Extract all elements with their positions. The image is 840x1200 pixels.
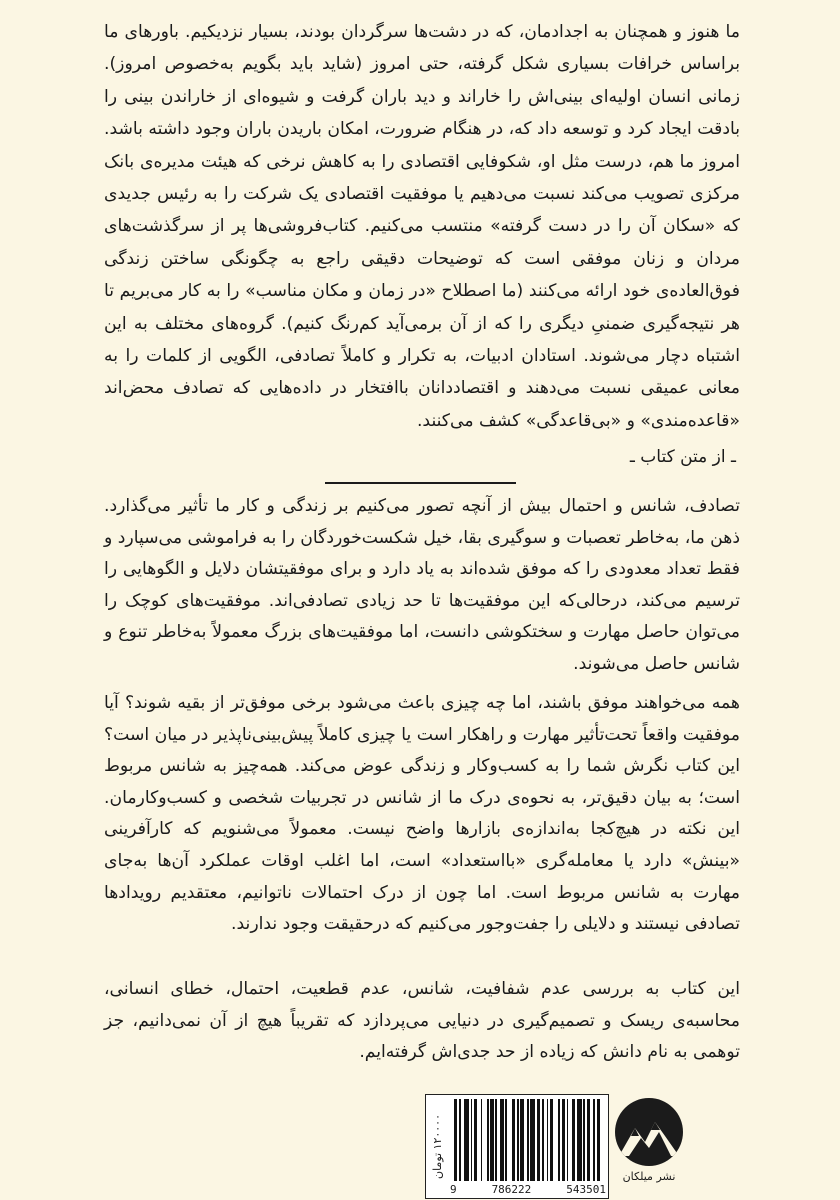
mountain-logo-icon — [615, 1098, 683, 1166]
divider-line — [325, 482, 516, 484]
isbn-digit-group: 786222 — [491, 1182, 532, 1196]
blurb-paragraph-3: این کتاب به بررسی عدم شفافیت، شانس، عدم قطعیت، احتمال، خطای انسانی، محاسبه‌ی ریسک و تصمیم‌گیری در دنیایی می‌پردازد که تقریباً هیچ از آن نمی‌دانیم، جز توهمی به نام دانش که زیاده از حد جدی‌اش گرفته‌ایم. — [104, 979, 740, 1063]
barcode-bar — [600, 1099, 602, 1181]
blurb-paragraph-1: تصادف، شانس و احتمال بیش از آنچه تصور می‌کنیم بر زندگی و کار ما تأثیر می‌گذارد. ذهن ما، به‌خاطر تعصبات و سوگیری بقا، خیل شکست‌خوردگان را به فراموشی می‌سپارد و فقط تعداد معدودی را که موفق شده‌اند به یاد دارد و برای موفقیتشان دلایل و الگوهایی را ترسیم می‌کند، درحالی‌که این موفقیت‌ها تا حد زیادی تصادفی‌اند. موفقیت‌های کوچک را می‌توان حاصل مهارت و سختکوشی دانست، اما موفقیت‌های بزرگ معمولاً به‌خاطر تنوع و شانس حاصل می‌شوند. — [104, 496, 740, 674]
publisher-logo — [613, 1098, 685, 1196]
barcode-box — [425, 1094, 609, 1199]
isbn-digit-group: 9 — [450, 1182, 457, 1196]
excerpt-source: ـ از متن کتاب ـ — [629, 447, 736, 467]
isbn-digit-group: 543501 — [566, 1182, 606, 1196]
publisher-name: نشر میلکان — [622, 1170, 676, 1183]
isbn-number — [450, 1181, 606, 1197]
price-label — [426, 1095, 448, 1198]
barcode-panel — [425, 1094, 607, 1197]
book-excerpt: ما هنوز و همچنان به اجدادمان، که در دشت‌ها سرگردان بودند، بسیار نزدیکیم. باورهای ما براساس خرافات بسیاری شکل گرفته، حتی امروز (شاید باید بگویم به‌خصوص امروز). زمانی انسان اولیه‌ای بینی‌اش را خاراند و دید باران گرفت و شیوه‌ای از خاراندن بینی را بادقت ایجاد کرد و توسعه داد که، در هنگام ضرورت، امکان باریدن باران وجود داشته باشد. امروز ما هم، درست مثل او، شکوفایی اقتصادی را به کاهش نرخی که هیئت مدیره‌ی بانک مرکزی تصویب می‌کند نسبت می‌دهیم یا موفقیت اقتصادی یک شرکت را به رئیس جدیدی که «سکان آن را در دست گرفته» منتسب می‌کنیم. کتاب‌فروشی‌ها پر از سرگذشت‌های مردان و زنان موفقی است که توضیحات دقیقی راجع به چگونگی ساختن زندگی فوق‌العاده‌ی خود ارائه می‌کنند (ما اصطلاح «در زمان و مکان مناسب» را به کار می‌بریم تا هر نتیجه‌گیری ضمنیِ دیگری را که از آن برمی‌آید کم‌رنگ کنیم). گروه‌های مختلف به این اشتباه دچار می‌شوند. استادان ادبیات، به تکرار و کاملاً تصادفی، الگویی از کلمات را به معانی عمیقی نسبت می‌دهند و اقتصاددانان باافتخار در داده‌هایی که تصادف محض‌اند «قاعده‌مندی» و «بی‌قاعدگی» کشف می‌کنند. — [104, 22, 740, 431]
isbn-barcode — [454, 1099, 602, 1181]
price-text: ۱۲۰۰۰۰ تومان — [430, 1113, 444, 1180]
blurb-paragraph-2: همه می‌خواهند موفق باشند، اما چه چیزی باعث می‌شود برخی موفق‌تر از بقیه شوند؟ آیا موفقیت واقعاً تحت‌تأثیر مهارت و راهکار است یا چیزی کاملاً پیش‌بینی‌ناپذیر در میان است؟ این کتاب نگرش شما را به کسب‌وکار و زندگی عوض می‌کند. همه‌چیز به شانس مربوط است؛ به بیان دقیق‌تر، به نحوه‌ی درک ما از شانس در تجربیات شخصی و کسب‌وکارمان. این نکته در هیچ‌کجا به‌اندازه‌ی بازارها واضح نیست. معمولاً می‌شنویم که کارآفرینی «بینش» دارد یا معامله‌گری «بااستعداد» است، اما اغلب اوقات عملکرد آن‌ها به‌جای مهارت به شانس مربوط است. اما چون از درک احتمالات ناتوانیم، معتقدیم رویدادها تصادفی نیستند و دلایلی را جفت‌وجور می‌کنیم که درحقیقت وجود ندارند. — [104, 693, 740, 935]
